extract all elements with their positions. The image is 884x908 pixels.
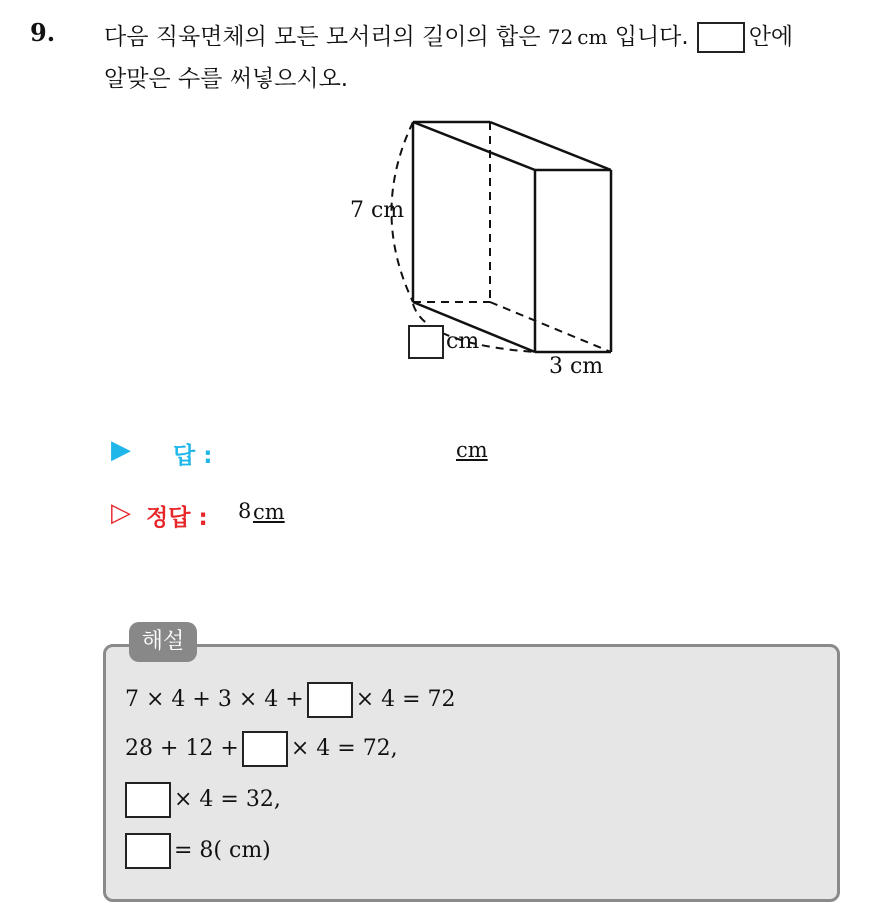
explanation-equation-4 [125, 833, 271, 869]
answer-label: 답 : [173, 443, 213, 469]
cuboid-svg [340, 112, 630, 387]
correct-answer-marker-icon: ▷ [111, 498, 131, 528]
question-text: 다음 직육면체의 모든 모서리의 길이의 합은 [104, 24, 541, 50]
total-length-unit: cm [577, 25, 608, 49]
eq3-right: × 4 = 32, [174, 787, 281, 812]
eq2-blank-box [242, 731, 288, 767]
unknown-length-unit: cm [446, 329, 480, 354]
answer-unit: cm [456, 438, 488, 462]
total-length-value: 72 [547, 25, 574, 49]
eq4-right: = 8( cm) [174, 838, 271, 863]
height-label: 7 cm [350, 198, 405, 223]
eq1-right: × 4 = 72 [355, 687, 456, 712]
eq2-right: × 4 = 72, [290, 736, 398, 761]
explanation-equation-3 [125, 782, 281, 818]
explanation-equation-1 [125, 682, 456, 718]
correct-answer-unit: cm [253, 500, 285, 524]
question-after-blank: 안에 [748, 24, 794, 50]
eq2-left: 28 + 12 + [125, 736, 239, 761]
question-number: 9. [30, 18, 56, 47]
answer-marker-icon: ▶ [111, 435, 131, 465]
eq3-blank-box [125, 782, 171, 818]
edge-top-back [490, 122, 611, 170]
question-line-2: 알맞은 수를 써넣으시오. [104, 66, 349, 92]
eq1-left: 7 × 4 + 3 × 4 + [125, 687, 304, 712]
hidden-edge-bottom-right [490, 302, 611, 352]
cuboid-diagram [340, 112, 630, 387]
correct-answer-label: 정답 : [146, 505, 208, 531]
depth-label: 3 cm [549, 354, 604, 379]
explanation-tag: 해설 [129, 622, 197, 662]
question-blank-box [697, 22, 745, 53]
question-line-1 [104, 18, 793, 53]
eq1-blank-box [307, 682, 353, 718]
question-verb: 입니다. [614, 24, 689, 50]
eq4-blank-box [125, 833, 171, 869]
explanation-equation-2 [125, 731, 398, 767]
correct-answer-value: 8 [238, 499, 252, 523]
unknown-length-blank [408, 325, 444, 359]
edge-top-front [413, 122, 535, 170]
